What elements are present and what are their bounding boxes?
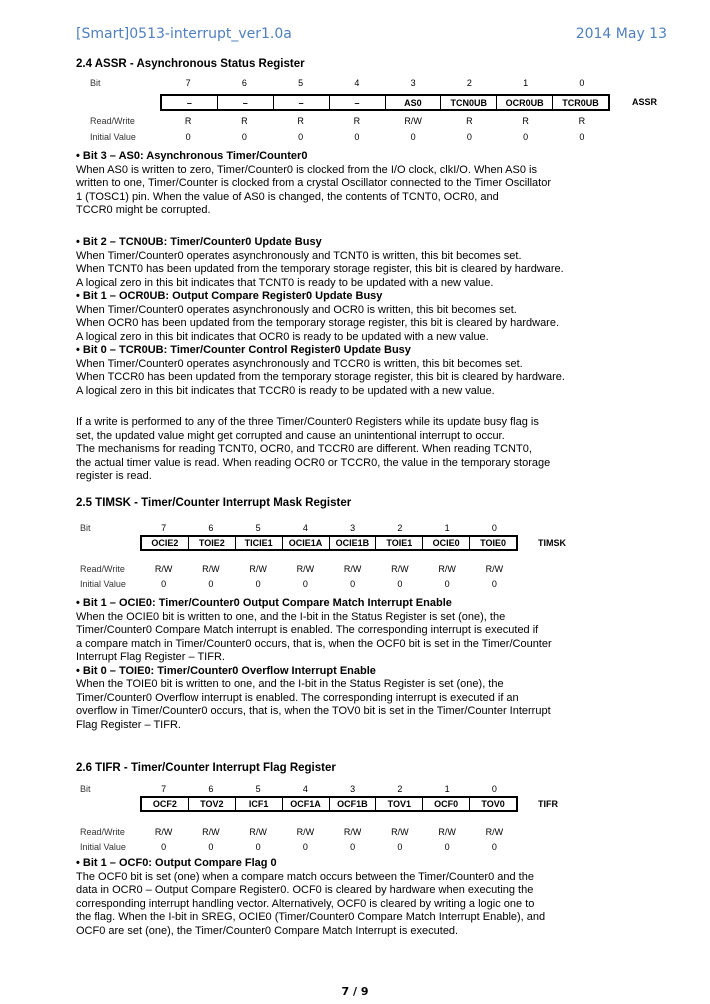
bit-number: 2 — [397, 784, 403, 794]
assr-bit2-description — [76, 236, 636, 398]
text-line: Flag Register – TIFR. — [76, 718, 181, 731]
bit-initial-value: 0 — [410, 132, 416, 142]
text-line: written to one, Timer/Counter is clocked from a crystal Oscillator connected to the Timer Oscillator — [76, 177, 552, 189]
register-bit-field: ICF1 — [235, 798, 282, 810]
tifr-bit1-description — [76, 857, 636, 938]
text-line: A logical zero in this bit indicates that TCCR0 is ready to be updated with a new value. — [76, 384, 495, 397]
register-name: TIMSK — [538, 538, 566, 548]
timsk-bit1-heading: • Bit 1 – OCIE0: Timer/Counter0 Output Compare Match Interrupt Enable — [76, 597, 452, 609]
bit-access: R/W — [202, 827, 220, 837]
bit-initial-value: 0 — [161, 579, 167, 589]
timsk-bit0-heading: • Bit 0 – TOIE0: Timer/Counter0 Overflow Interrupt Enable — [76, 664, 376, 677]
bit-access: R — [353, 116, 361, 126]
bit-number: 0 — [491, 523, 497, 533]
text-line: The mechanisms for reading TCNT0, OCR0, and TCCR0 are different. When reading TCNT0, — [76, 443, 532, 455]
bit-initial-value: 0 — [255, 579, 261, 589]
bit-number: 2 — [466, 78, 472, 88]
text-line: Timer/Counter0 Compare Match interrupt is enabled. The corresponding interrupt is executed if — [76, 624, 539, 636]
bit-access: R/W — [404, 116, 422, 126]
register-name: TIFR — [538, 799, 558, 809]
register-bit-field: OCIE0 — [422, 537, 469, 549]
assr-bit3-lines — [76, 164, 636, 218]
page-number: 7 / 9 — [341, 985, 369, 998]
bit-initial-value: 0 — [444, 842, 450, 852]
text-line: When TCCR0 has been updated from the temporary storage register, this bit is cleared by hardware. — [76, 371, 565, 383]
text-line: a compare match in Timer/Counter0 occurs, that is, when the OCF0 bit is set in the Timer/Counter — [76, 637, 552, 650]
bit-initial-value: 0 — [161, 842, 167, 852]
text-line: data in OCR0 – Output Compare Register0. OCF0 is cleared by hardware when executing the — [76, 884, 534, 896]
bit-access: R/W — [391, 827, 409, 837]
register-bit-field: TCN0UB — [440, 96, 496, 109]
timsk-bit1-description — [76, 597, 636, 732]
initial-value-label: Initial Value — [80, 579, 126, 589]
register-bit-field: OCR0UB — [496, 96, 552, 109]
bit-access: R — [466, 116, 473, 126]
bit-number: 7 — [185, 78, 191, 88]
section-title-tifr: 2.6 TIFR - Timer/Counter Interrupt Flag Register — [76, 762, 336, 774]
bit-initial-value: 0 — [397, 579, 403, 589]
bit-number: 3 — [350, 784, 356, 794]
register-bit-field: OCIE2 — [142, 537, 188, 549]
register-bit-field: OCF2 — [142, 798, 188, 810]
text-line: If a write is performed to any of the three Timer/Counter0 Registers while its update busy flag is — [76, 416, 539, 428]
assr-bit2-heading: • Bit 2 – TCN0UB: Timer/Counter0 Update Busy — [76, 236, 322, 248]
text-line: TCCR0 might be corrupted. — [76, 204, 211, 216]
assr-bit2-lines — [76, 250, 636, 291]
register-bit-field: – — [162, 96, 217, 109]
bit-number: 6 — [241, 78, 247, 88]
register-bit-field: TOIE2 — [188, 537, 235, 549]
bit-initial-value: 0 — [354, 132, 360, 142]
text-line: When TCNT0 has been updated from the temporary storage register, this bit is cleared by hardware. — [76, 263, 564, 275]
document-title: [Smart]0513-interrupt_ver1.0a — [76, 26, 292, 42]
bit-access: R/W — [343, 564, 362, 574]
bit-number: 4 — [354, 78, 360, 88]
bit-number: 4 — [302, 523, 308, 533]
bit-initial-value: 0 — [350, 842, 356, 852]
text-line: the flag. When the I-bit in SREG, OCIE0 (Timer/Counter0 Compare Match Interrupt Enable), and — [76, 911, 546, 923]
bit-number: 0 — [579, 78, 585, 88]
text-line: the actual timer value is read. When reading OCR0 or TCCR0, the value in the temporary storage — [76, 456, 551, 469]
bit-number: 7 — [161, 523, 167, 533]
bit-access: R — [184, 116, 192, 126]
bit-label: Bit — [80, 784, 91, 794]
register-bit-field: TOIE0 — [469, 537, 516, 549]
assr-note-lines — [76, 416, 636, 484]
bit-access: R/W — [154, 827, 173, 837]
assr-bit0-lines — [76, 358, 636, 399]
assr-bit1-lines — [76, 304, 636, 345]
text-line: register is read. — [76, 470, 152, 482]
bit-initial-value: 0 — [491, 842, 497, 852]
register-name: ASSR — [632, 97, 658, 107]
assr-bit1-heading: • Bit 1 – OCR0UB: Output Compare Register0 Update Busy — [76, 290, 383, 302]
text-line: When the OCIE0 bit is written to one, and the I-bit in the Status Register is set (one), the — [76, 610, 506, 623]
bit-access: R/W — [343, 827, 362, 837]
assr-note — [76, 416, 636, 484]
register-bit-field: – — [273, 96, 329, 109]
bit-initial-value: 0 — [298, 132, 304, 142]
register-bit-field: TOV1 — [375, 798, 422, 810]
text-line: When the TOIE0 bit is written to one, and the I-bit in the Status Register is set (one), the — [76, 678, 504, 690]
assr-bit3-description — [76, 150, 636, 218]
text-line: OCF0 are set (one), the Timer/Counter0 Compare Match Interrupt is executed. — [76, 924, 459, 937]
register-bit-field: OCIE1B — [329, 537, 376, 549]
timsk-bit1-lines — [76, 611, 636, 665]
text-line: When Timer/Counter0 operates asynchronously and TCNT0 is written, this bit becomes set. — [76, 249, 522, 262]
initial-value-label: Initial Value — [90, 132, 136, 142]
bit-number: 7 — [161, 784, 167, 794]
text-line: corresponding interrupt handling vector. Alternatively, OCF0 is cleared by writing a logic one to — [76, 897, 535, 910]
bit-number: 6 — [208, 523, 214, 533]
bit-access: R/W — [438, 827, 456, 837]
bit-label: Bit — [80, 523, 91, 533]
bit-initial-value: 0 — [255, 842, 261, 852]
bit-initial-value: 0 — [466, 132, 472, 142]
register-bit-field: TICIE1 — [235, 537, 282, 549]
bit-initial-value: 0 — [208, 579, 214, 589]
bit-access: R/W — [249, 827, 267, 837]
bit-number: 0 — [491, 784, 497, 794]
register-bit-field: TOIE1 — [375, 537, 422, 549]
bit-access: R/W — [202, 564, 220, 574]
bit-initial-value: 0 — [241, 132, 247, 142]
register-bit-field: OCIE1A — [282, 537, 329, 549]
section-title-assr: 2.4 ASSR - Asynchronous Status Register — [76, 58, 305, 70]
bit-initial-value: 0 — [523, 132, 529, 142]
assr-bit3-heading: • Bit 3 – AS0: Asynchronous Timer/Counter0 — [76, 150, 308, 162]
text-line: overflow in Timer/Counter0 occurs, that is, when the TOV0 bit is set in the Timer/Counter Interrupt — [76, 705, 551, 717]
bit-access: R — [522, 116, 529, 126]
bit-number: 6 — [208, 784, 214, 794]
text-line: Interrupt Flag Register – TIFR. — [76, 651, 225, 663]
bit-initial-value: 0 — [579, 132, 585, 142]
assr-bit0-heading: • Bit 0 – TCR0UB: Timer/Counter Control Register0 Update Busy — [76, 344, 411, 356]
register-bit-field: – — [329, 96, 385, 109]
text-line: A logical zero in this bit indicates that TCNT0 is ready to be updated with a new value. — [76, 276, 494, 289]
bit-number: 1 — [523, 78, 529, 88]
bit-access: R/W — [438, 564, 456, 574]
text-line: 1 (TOSC1) pin. When the value of AS0 is changed, the contents of TCNT0, OCR0, and — [76, 190, 499, 203]
bit-initial-value: 0 — [302, 842, 308, 852]
text-line: When Timer/Counter0 operates asynchronously and OCR0 is written, this bit becomes set. — [76, 303, 517, 316]
bit-number: 5 — [255, 784, 261, 794]
tifr-bit1-heading: • Bit 1 – OCF0: Output Compare Flag 0 — [76, 857, 277, 869]
register-bit-field: – — [217, 96, 273, 109]
bit-initial-value: 0 — [185, 132, 191, 142]
text-line: When Timer/Counter0 operates asynchronously and TCCR0 is written, this bit becomes set. — [76, 357, 523, 370]
bit-access: R/W — [296, 564, 315, 574]
text-line: set, the updated value might get corrupted and cause an unintentional interrupt to occur. — [76, 429, 505, 442]
text-line: The OCF0 bit is set (one) when a compare match occurs between the Timer/Counter0 and the — [76, 870, 534, 883]
document-date: 2014 May 13 — [575, 26, 667, 42]
text-line: A logical zero in this bit indicates that OCR0 is ready to be updated with a new value. — [76, 330, 489, 343]
bit-access: R/W — [154, 564, 173, 574]
bit-initial-value: 0 — [350, 579, 356, 589]
register-bit-field: OCF1B — [329, 798, 376, 810]
register-bit-field: AS0 — [385, 96, 441, 109]
bit-number: 3 — [350, 523, 356, 533]
bit-number: 4 — [302, 784, 308, 794]
read-write-label: Read/Write — [80, 564, 125, 574]
bit-number: 3 — [410, 78, 416, 88]
bit-access: R/W — [485, 827, 504, 837]
bit-number: 1 — [444, 784, 450, 794]
bit-initial-value: 0 — [491, 579, 497, 589]
read-write-label: Read/Write — [80, 827, 125, 837]
register-bit-field: TOV2 — [188, 798, 235, 810]
bit-access: R/W — [391, 564, 409, 574]
bit-number: 1 — [444, 523, 450, 533]
bit-access: R/W — [249, 564, 267, 574]
bit-access: R — [578, 116, 586, 126]
section-title-timsk: 2.5 TIMSK - Timer/Counter Interrupt Mask Register — [76, 497, 352, 509]
tifr-bit1-lines — [76, 871, 636, 939]
bit-access: R — [297, 116, 304, 126]
read-write-label: Read/Write — [90, 116, 135, 126]
register-fields — [160, 94, 610, 111]
register-bit-field: TOV0 — [469, 798, 516, 810]
text-line: When AS0 is written to zero, Timer/Counter0 is clocked from the I/O clock, clkI/O. When AS0 is — [76, 163, 537, 176]
bit-initial-value: 0 — [397, 842, 403, 852]
register-bit-field: TCR0UB — [552, 96, 608, 109]
bit-number: 5 — [255, 523, 261, 533]
bit-number: 2 — [397, 523, 403, 533]
bit-access: R/W — [296, 827, 315, 837]
bit-number: 5 — [298, 78, 304, 88]
register-fields — [140, 796, 518, 812]
text-line: Timer/Counter0 Overflow interrupt is enabled. The corresponding interrupt is executed if an — [76, 691, 519, 704]
register-fields — [140, 535, 518, 551]
text-line: When OCR0 has been updated from the temporary storage register, this bit is cleared by hardware. — [76, 317, 560, 329]
bit-initial-value: 0 — [208, 842, 214, 852]
bit-initial-value: 0 — [302, 579, 308, 589]
bit-access: R/W — [485, 564, 504, 574]
timsk-bit0-lines — [76, 678, 636, 732]
bit-access: R — [241, 116, 248, 126]
bit-initial-value: 0 — [444, 579, 450, 589]
bit-label: Bit — [90, 78, 101, 88]
register-bit-field: OCF0 — [422, 798, 469, 810]
initial-value-label: Initial Value — [80, 842, 126, 852]
register-bit-field: OCF1A — [282, 798, 329, 810]
